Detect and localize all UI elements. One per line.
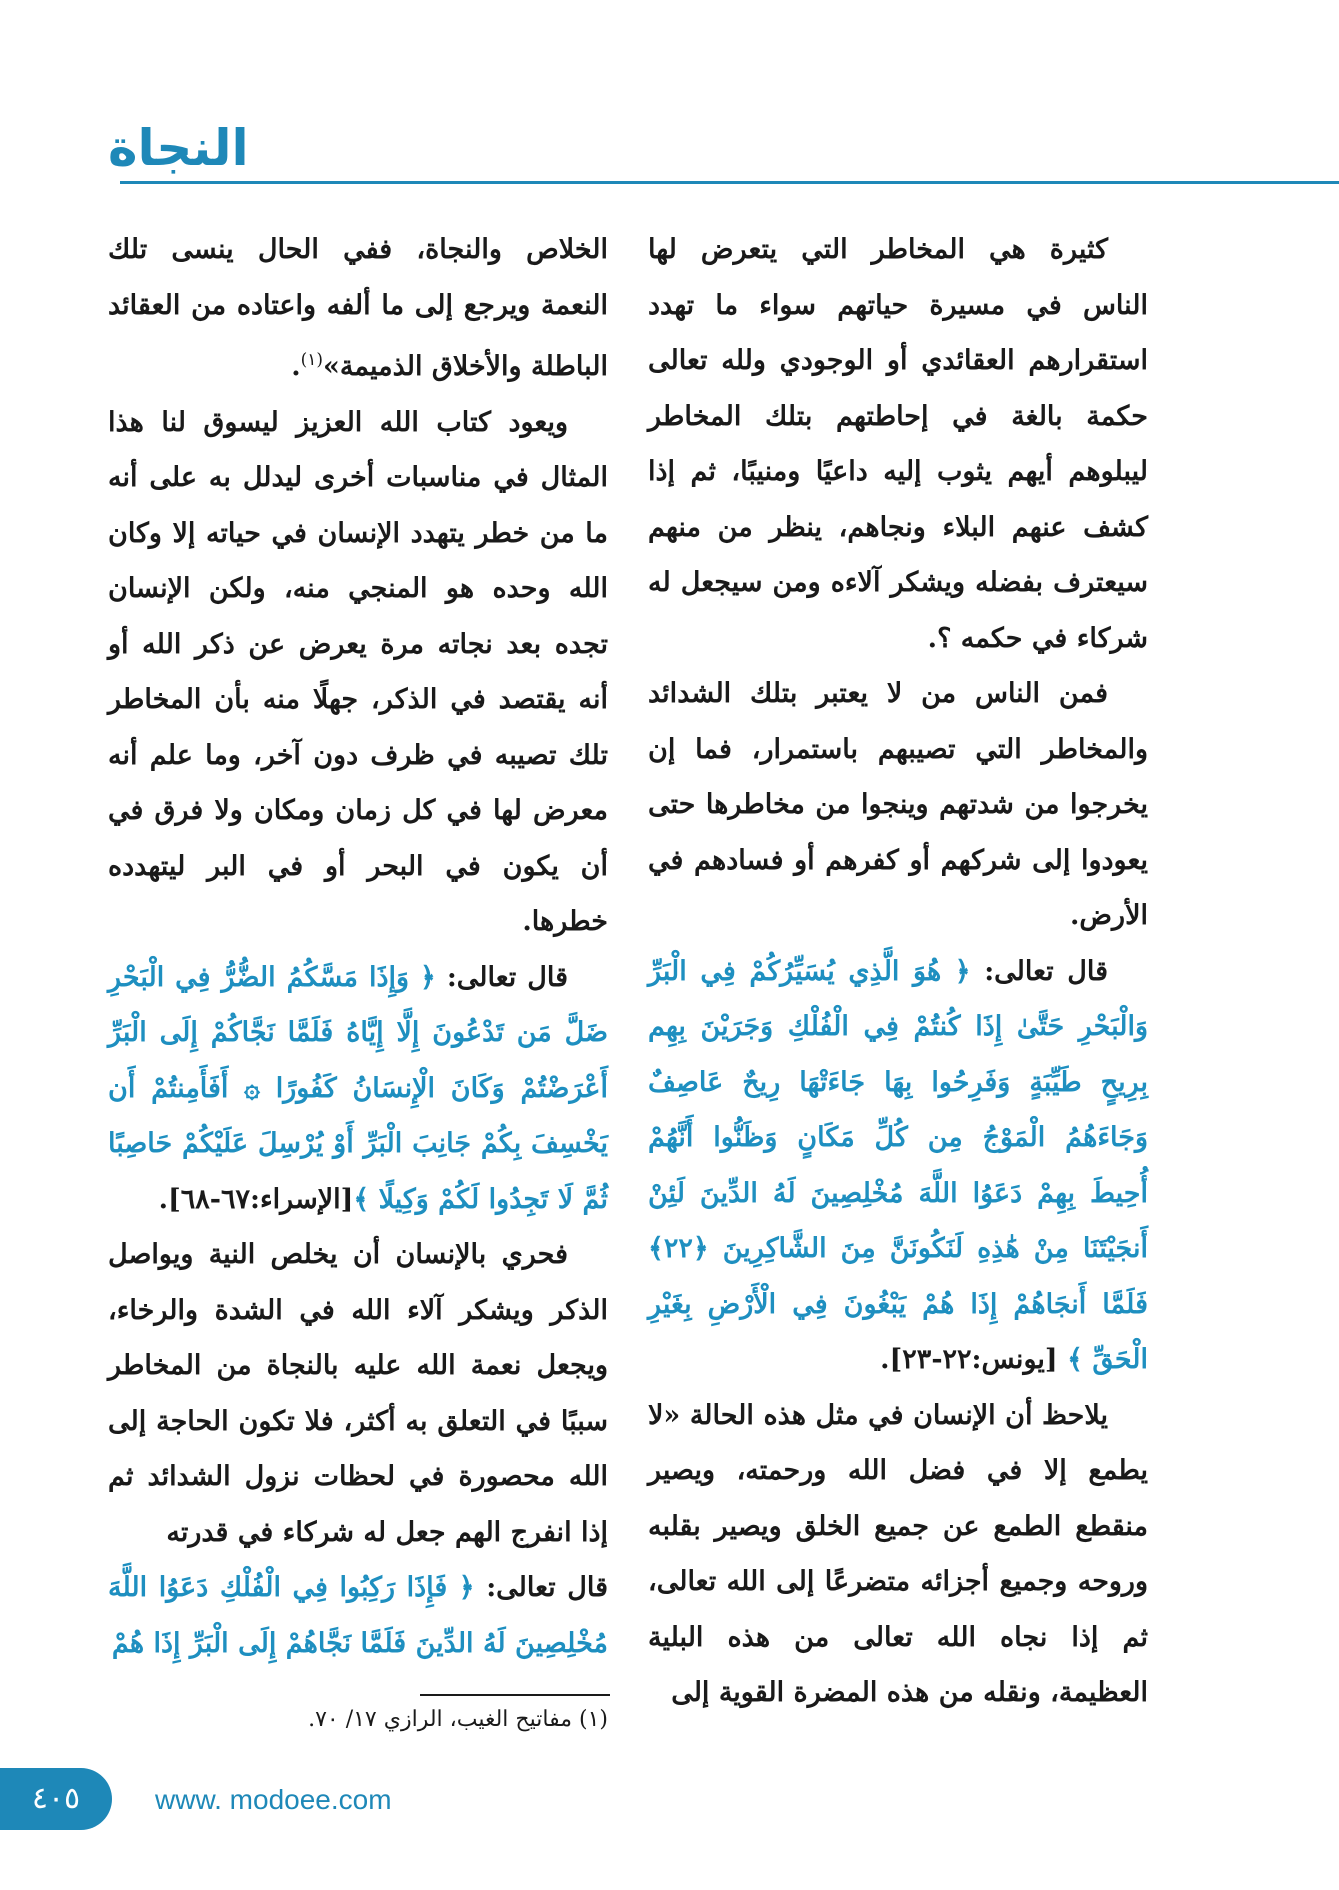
paragraph-text: الخلاص والنجاة، ففي الحال ينسى تلك النعمة ويرجع إلى ما ألفه واعتاده من العقائد الباطلة والأخلاق الذميمة»	[108, 234, 608, 382]
verse-paragraph	[108, 950, 608, 1228]
footnote: (١) مفاتيح الغيب، الرازي ١٧/ ٧٠.	[308, 1707, 608, 1732]
verse-intro: قال تعالى:	[435, 961, 569, 993]
verse-paragraph	[648, 944, 1148, 1388]
quran-verse: ﴿ هُوَ الَّذِي يُسَيِّرُكُمْ فِي الْبَرِّ وَالْبَحْرِ حَتَّىٰ إِذَا كُنتُمْ فِي الْفُلْكِ وَجَرَيْنَ بِهِم بِرِيحٍ طَيِّبَةٍ وَفَرِحُوا بِهَا جَاءَتْهَا رِيحٌ عَاصِفٌ وَجَاءَهُمُ الْمَوْجُ مِن كُلِّ مَكَانٍ وَظَنُّوا أَنَّهُمْ أُحِيطَ بِهِمْ دَعَوُا اللَّهَ مُخْلِصِينَ لَهُ الدِّينَ لَئِنْ أَنجَيْتَنَا مِنْ هَٰذِهِ لَنَكُونَنَّ مِنَ الشَّاكِرِينَ ﴿٢٢﴾ فَلَمَّا أَنجَاهُمْ إِذَا هُمْ يَبْغُونَ فِي الْأَرْضِ بِغَيْرِ الْحَقِّ ﴾	[648, 955, 1148, 1375]
left-column	[108, 222, 608, 1671]
footnote-divider	[420, 1694, 610, 1696]
paragraph: يلاحظ أن الإنسان في مثل هذه الحالة «لا يطمع إلا في فضل الله ورحمته، ويصير منقطع الطمع عن جميع الخلق ويصير بقلبه وروحه وجميع أجزائه متضرعًا إلى الله تعالى، ثم إذا نجاه الله تعالى من هذه البلية العظيمة، ونقله من هذه المضرة القوية إلى	[648, 1399, 1148, 1708]
paragraph: كثيرة هي المخاطر التي يتعرض لها الناس في مسيرة حياتهم سواء ما تهدد استقرارهم العقائدي أو الوجودي ولله تعالى حكمة بالغة في إحاطتهم بتلك المخاطر ليبلوهم أيهم يثوب إليه داعيًا ومنيبًا، ثم إذا كشف عنهم البلاء ونجاهم، ينظر من منهم سيعترف بفضله ويشكر آلاءه ومن سيجعل له شركاء في حكمه ؟.	[648, 234, 1148, 654]
verse-intro: قال تعالى:	[970, 955, 1108, 987]
verse-reference: [يونس:٢٢-٢٣].	[880, 1344, 1068, 1375]
paragraph	[108, 222, 608, 395]
paragraph: فمن الناس من لا يعتبر بتلك الشدائد والمخاطر التي تصيبهم باستمرار، فما إن يخرجوا من شدتهم وينجوا من مخاطرها حتى يعودوا إلى شركهم أو كفرهم أو فسادهم في الأرض.	[648, 678, 1148, 931]
page-header-title: النجاة	[108, 119, 249, 177]
paragraph: فحري بالإنسان أن يخلص النية ويواصل الذكر ويشكر آلاء الله في الشدة والرخاء، ويجعل نعمة الله عليه بالنجاة من المخاطر سببًا في التعلق به أكثر، فلا تكون الحاجة إلى الله محصورة في لحظات نزول الشدائد ثم إذا انفرج الهم جعل له شركاء في قدرته	[108, 1239, 608, 1548]
footnote-marker[interactable]: (١)	[300, 350, 324, 370]
paragraph-end: .	[291, 351, 301, 382]
quran-verse: ﴿ وَإِذَا مَسَّكُمُ الضُّرُّ فِي الْبَحْرِ ضَلَّ مَن تَدْعُونَ إِلَّا إِيَّاهُ فَلَمَّا نَجَّاكُمْ إِلَى الْبَرِّ أَعْرَضْتُمْ وَكَانَ الْإِنسَانُ كَفُورًا ۞ أَفَأَمِنتُمْ أَن يَخْسِفَ بِكُمْ جَانِبَ الْبَرِّ أَوْ يُرْسِلَ عَلَيْكُمْ حَاصِبًا ثُمَّ لَا تَجِدُوا لَكُمْ وَكِيلًا ﴾	[108, 961, 608, 1215]
website-url[interactable]: www. modoee.com	[155, 1784, 392, 1815]
verse-paragraph	[108, 1560, 608, 1671]
right-column	[648, 222, 1148, 1721]
paragraph: ويعود كتاب الله العزيز ليسوق لنا هذا المثال في مناسبات أخرى ليدلل به على أنه ما من خطر يتهدد الإنسان في حياته إلا وكان الله وحده هو المنجي منه، ولكن الإنسان تجده بعد نجاته مرة يعرض عن ذكر الله أو أنه يقتصد في الذكر، جهلًا منه بأن المخاطر تلك تصيبه في ظرف دون آخر، وما علم أنه معرض لها في كل زمان ومكان ولا فرق في أن يكون في البحر أو في البر ليتهدده خطرها.	[108, 406, 608, 937]
quran-verse: ﴿ فَإِذَا رَكِبُوا فِي الْفُلْكِ دَعَوُا اللَّهَ مُخْلِصِينَ لَهُ الدِّينَ فَلَمَّا نَجَّاهُمْ إِلَى الْبَرِّ إِذَا هُمْ	[108, 1572, 608, 1659]
verse-intro: قال تعالى:	[474, 1572, 609, 1603]
page-number-badge: ٤٠٥	[0, 1768, 112, 1830]
header-divider	[120, 181, 1339, 184]
verse-reference: [الإسراء:٦٧-٦٨].	[158, 1183, 354, 1215]
